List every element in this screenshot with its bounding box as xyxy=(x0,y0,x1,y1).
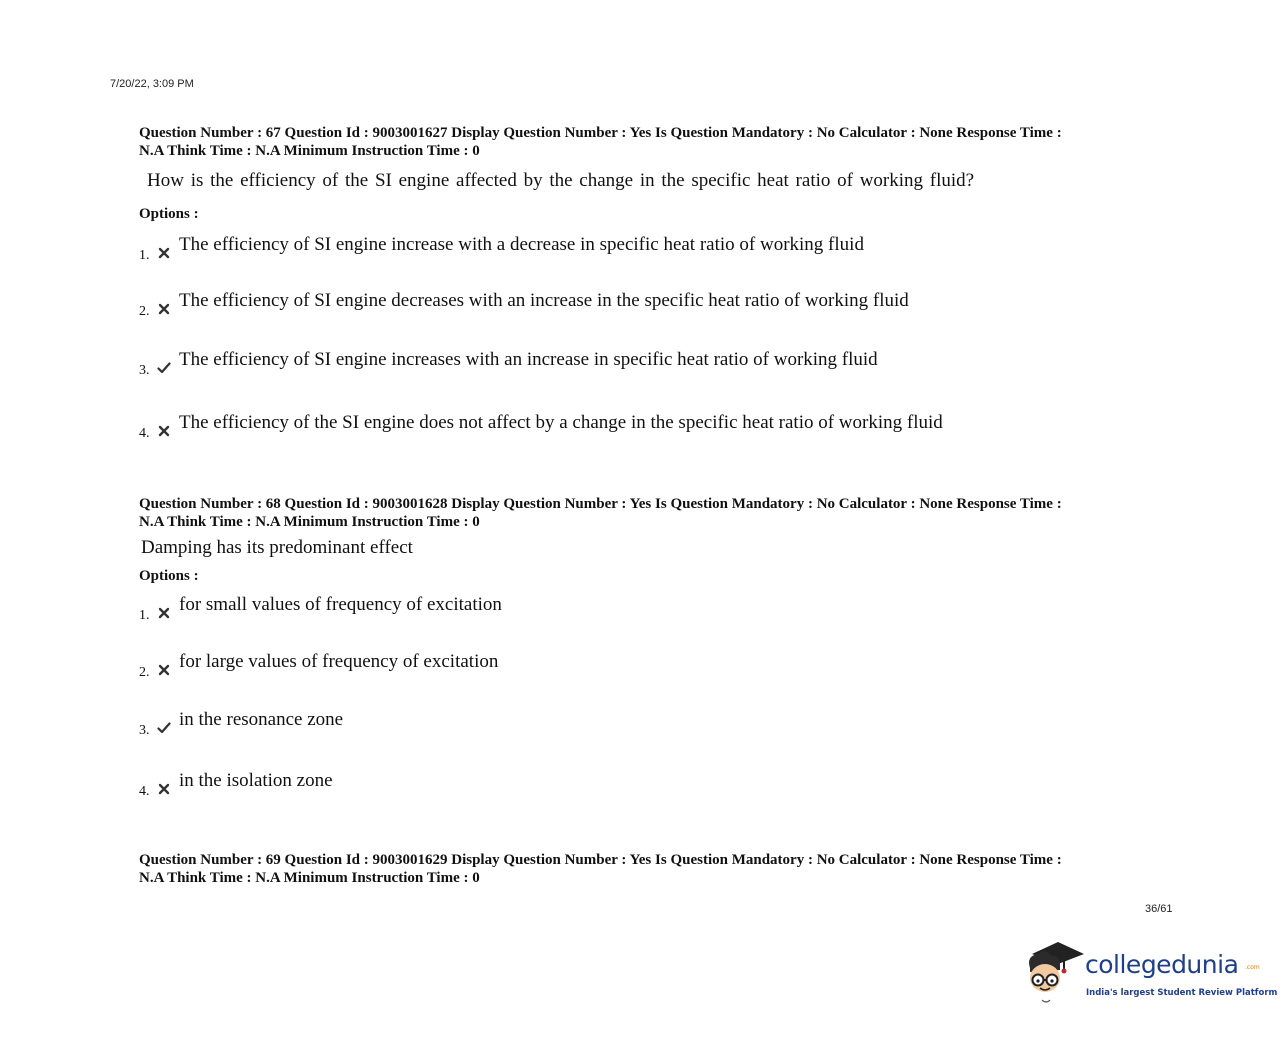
question-meta xyxy=(139,124,1149,160)
option-text: The efficiency of SI engine increases with an increase in specific heat ratio of working fluid xyxy=(179,349,878,370)
check-icon xyxy=(157,361,171,375)
check-icon xyxy=(157,721,171,735)
option-number: 1. xyxy=(139,608,150,623)
cross-icon xyxy=(157,663,171,677)
option-item xyxy=(139,412,1139,442)
option-number: 1. xyxy=(139,248,150,263)
question-meta xyxy=(139,851,1149,887)
question-meta-line: Question Number : 68 Question Id : 9003001628 Display Question Number : Yes Is Question Mandatory : No Calculator : None Response Time : xyxy=(139,496,1062,512)
cross-icon xyxy=(157,782,171,796)
option-number: 2. xyxy=(139,304,150,319)
cross-icon xyxy=(157,246,171,260)
question-meta-line: N.A Think Time : N.A Minimum Instruction Time : 0 xyxy=(139,514,480,530)
option-number: 3. xyxy=(139,363,150,378)
option-text: The efficiency of SI engine decreases with an increase in the specific heat ratio of working fluid xyxy=(179,290,909,311)
option-text: for large values of frequency of excitation xyxy=(179,651,499,672)
options-label: Options : xyxy=(139,568,199,584)
option-number: 2. xyxy=(139,665,150,680)
brand-name: collegedunia xyxy=(1085,950,1239,979)
option-text: The efficiency of the SI engine does not affect by a change in the specific heat ratio of working fluid xyxy=(179,412,943,433)
question-meta-line: Question Number : 69 Question Id : 9003001629 Display Question Number : Yes Is Question Mandatory : No Calculator : None Response Time : xyxy=(139,852,1062,868)
option-number: 4. xyxy=(139,426,150,441)
option-number: 3. xyxy=(139,723,150,738)
option-text: The efficiency of SI engine increase with a decrease in specific heat ratio of working fluid xyxy=(179,234,864,255)
option-item xyxy=(139,651,1139,681)
option-number: 4. xyxy=(139,784,150,799)
question-text: Damping has its predominant effect xyxy=(141,537,413,558)
option-item xyxy=(139,349,1139,379)
question-meta-line: N.A Think Time : N.A Minimum Instruction Time : 0 xyxy=(139,143,480,159)
question-meta-line: Question Number : 67 Question Id : 9003001627 Display Question Number : Yes Is Question Mandatory : No Calculator : None Response Time : xyxy=(139,125,1062,141)
brand-tagline: India's largest Student Review Platform xyxy=(1086,988,1278,998)
cross-icon xyxy=(157,424,171,438)
option-text: for small values of frequency of excitation xyxy=(179,594,502,615)
option-item xyxy=(139,234,1139,264)
question-meta-line: N.A Think Time : N.A Minimum Instruction Time : 0 xyxy=(139,870,480,886)
question-meta xyxy=(139,495,1149,531)
question-text: How is the efficiency of the SI engine affected by the change in the specific heat ratio of working fluid? xyxy=(147,170,975,191)
print-timestamp: 7/20/22, 3:09 PM xyxy=(110,78,194,90)
option-item xyxy=(139,770,1139,800)
brand-suffix: .com xyxy=(1245,964,1260,971)
option-item xyxy=(139,709,1139,739)
option-item xyxy=(139,594,1139,624)
mascot-icon xyxy=(1024,938,1086,1010)
option-text: in the isolation zone xyxy=(179,770,333,791)
options-label: Options : xyxy=(139,206,199,222)
cross-icon xyxy=(157,302,171,316)
option-text: in the resonance zone xyxy=(179,709,344,730)
brand-logo xyxy=(1024,938,1278,1010)
page-number: 36/61 xyxy=(1145,903,1173,915)
cross-icon xyxy=(157,606,171,620)
option-item xyxy=(139,290,1139,320)
